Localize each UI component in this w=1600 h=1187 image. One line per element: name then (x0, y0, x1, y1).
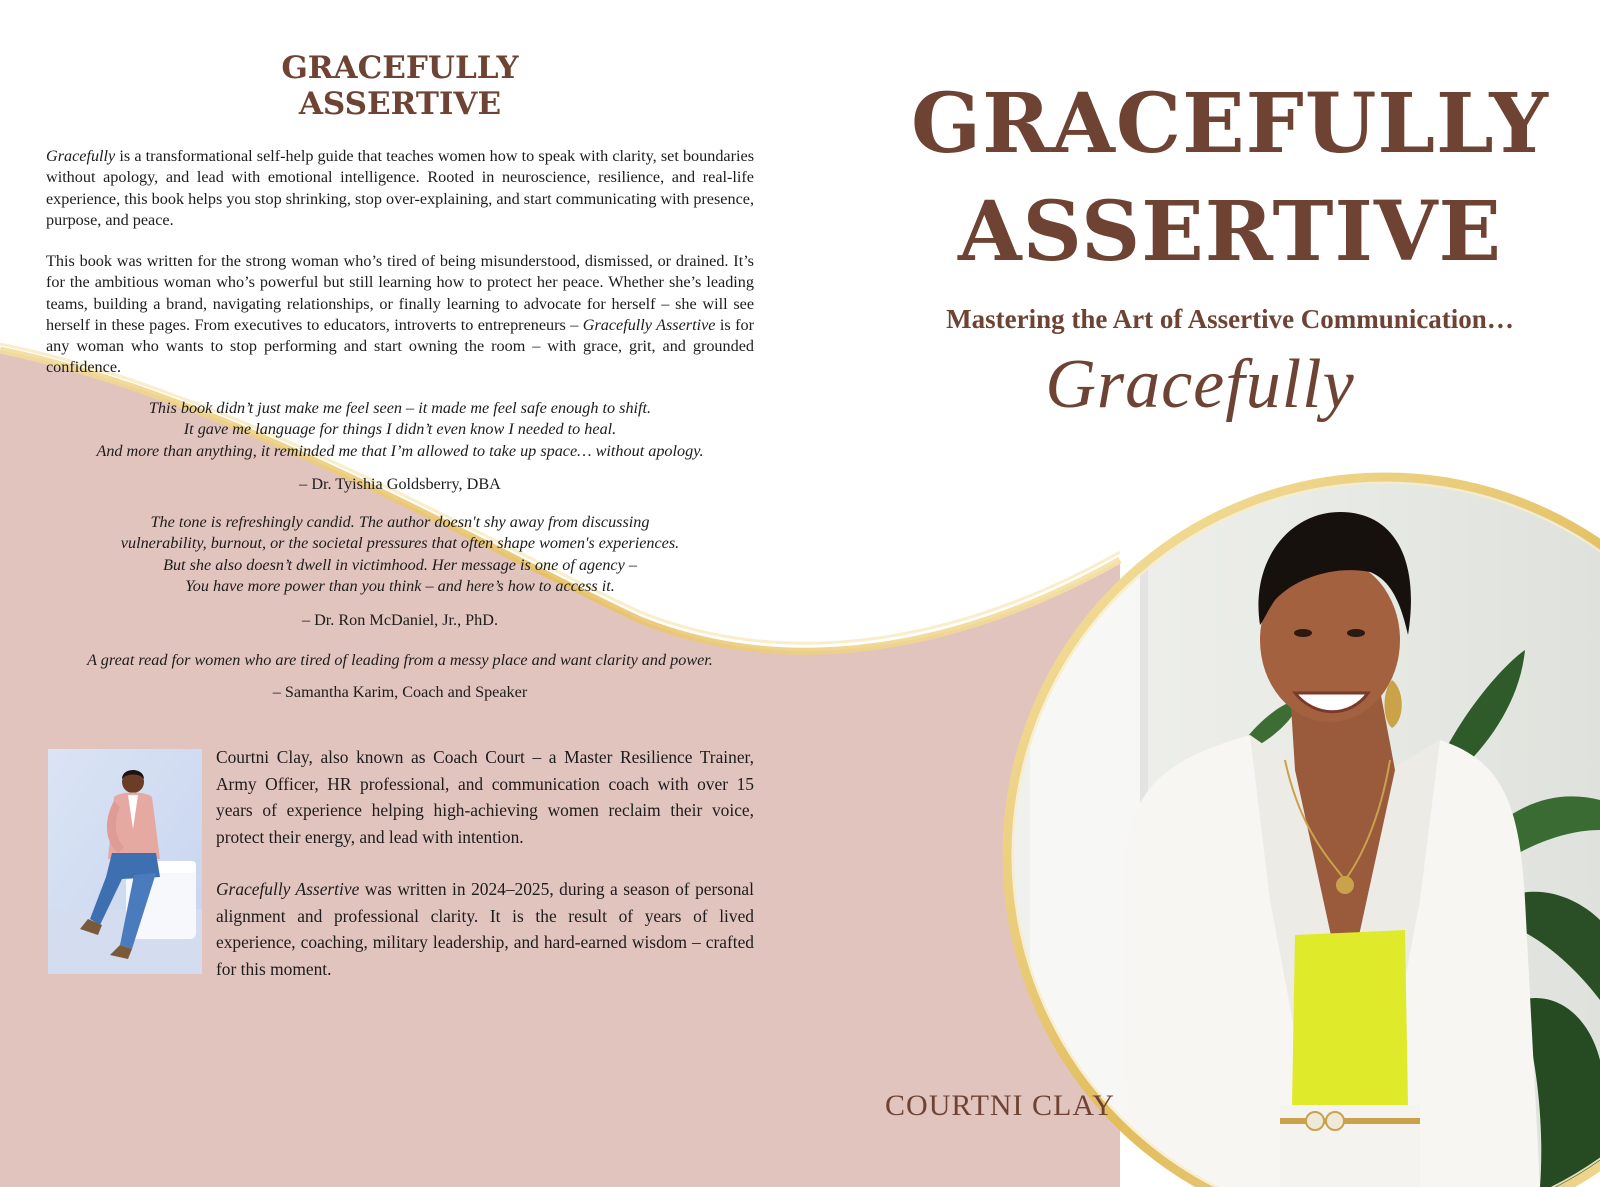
testimonial-line: But she also doesn’t dwell in victimhood. Her message is one of agency – (163, 555, 637, 574)
front-cover-subtitle: Mastering the Art of Assertive Communication… (946, 304, 1514, 334)
author-bio-emphasis: Gracefully Assertive (216, 879, 360, 899)
testimonial-line: The tone is refreshingly candid. The author doesn't shy away from discussing (150, 513, 650, 531)
testimonial-2-attribution: – Dr. Ron McDaniel, Jr., PhD. (301, 611, 499, 629)
testimonial-3-attribution: – Samantha Karim, Coach and Speaker (272, 683, 528, 701)
front-cover-author-name: COURTNI CLAY (885, 1089, 1115, 1122)
testimonial-line: vulnerability, burnout, or the societal pressures that often shape women's experiences. (120, 534, 680, 553)
blurb-1-text: is a transformational self-help guide that teaches women how to speak with clarity, set boundaries without apology, and lead with emotional intelligence. Rooted in neuroscience, resilience, and real-life experience, this book helps you stop shrinking, stop over-explaining, and start communicating with presence, purpose, and peace. (46, 147, 754, 229)
testimonial-line: And more than anything, it reminded me that I’m allowed to take up space… without apology. (96, 441, 704, 460)
back-title-line1: GRACEFULLY (281, 50, 519, 86)
front-cover-script-word: Gracefully (1045, 346, 1355, 423)
author-bio-text-2: was written in 2024–2025, during a season of personal alignment and professional clarity. It is the result of years of lived experience, coaching, military leadership, and hard-earned wisdom – crafted for this moment. (216, 879, 754, 979)
author-bio-text: , also known as Coach Court – a Master Resilience Trainer, Army Officer, HR professional, and communication coach with over 15 years of experience helping high-achieving women reclaim their voice, protect their energy, and lead with intention. (216, 747, 754, 847)
front-title-line2: ASSERTIVE (958, 184, 1502, 280)
blurb-2-text-after: is for any woman who wants to stop performing and start owning the room – with grace, grit, and grounded confidence. (46, 315, 754, 377)
blurb-2-emphasis: Gracefully Assertive (582, 315, 716, 334)
testimonial-1-attribution: – Dr. Tyishia Goldsberry, DBA (299, 475, 501, 493)
testimonial-line: A great read for women who are tired of leading from a messy place and want clarity and power. (87, 651, 713, 669)
blurb-2-text-before: This book was written for the strong woman who’s tired of being misunderstood, dismissed, or drained. It’s for the ambitious woman who’s powerful but still learning how to protect her peace. Whether she’s leading teams, building a brand, navigating relationships, or finally learning to advocate for herself – she will see herself in these pages. From executives to educators, introverts to entrepreneurs – (46, 252, 754, 334)
front-title-line1: GRACEFULLY (911, 76, 1549, 172)
author-bio-name: Courtni Clay (216, 747, 309, 767)
testimonial-line: This book didn’t just make me feel seen – it made me feel safe enough to shift. (148, 399, 652, 417)
blurb-1-emphasis: Gracefully (46, 147, 116, 165)
back-title-line2: ASSERTIVE (298, 86, 502, 122)
testimonial-line: It gave me language for things I didn’t even know I needed to heal. (183, 420, 617, 439)
testimonial-line: You have more power than you think – and here’s how to access it. (185, 576, 615, 595)
